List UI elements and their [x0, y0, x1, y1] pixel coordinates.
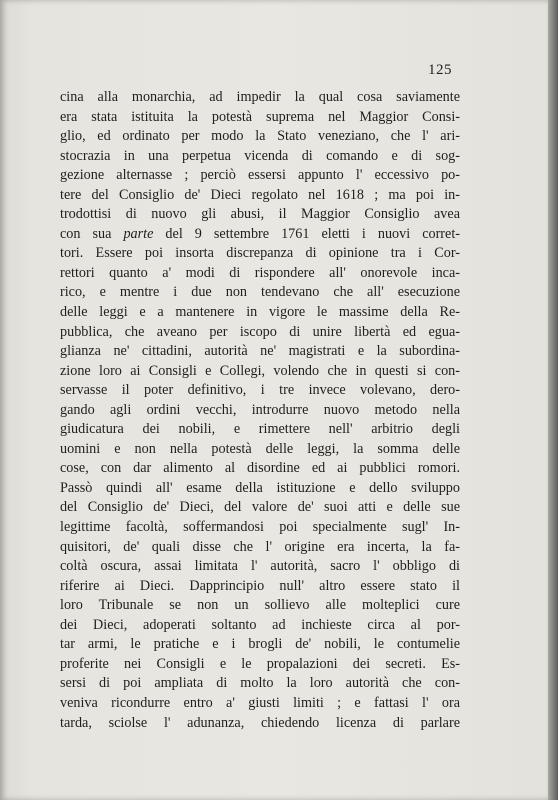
- text-line: tar armi, le pratiche e i brogli de' nobili, le contumelie: [60, 636, 460, 653]
- text-line: pubblica, che aveano per iscopo di unire libertà ed egua-: [60, 323, 460, 340]
- text-line: dei Dieci, adoperati soltanto ad inchieste circa al por-: [60, 616, 460, 633]
- page-number: 125: [428, 62, 452, 78]
- text-line: con sua parte del 9 settembre 1761 eletti i nuovi corret-: [60, 225, 460, 242]
- text-line: proferite nei Consigli e le propalazioni dei secreti. Es-: [60, 655, 460, 672]
- text-line: uomini e non nella potestà delle leggi, la somma delle: [60, 440, 460, 457]
- text-line: glianza ne' cittadini, autorità ne' magistrati e la subordina-: [60, 343, 460, 360]
- text-line: gezione alternasse ; perciò essersi appunto l' eccessivo po-: [60, 167, 460, 184]
- text-line: quisitori, de' quali disse che l' origine era incerta, la fa-: [60, 538, 460, 555]
- text-line: cina alla monarchia, ad impedir la qual cosa saviamente: [60, 89, 460, 105]
- text-line: rico, e mentre i due non tendevano che all' esecuzione: [60, 284, 460, 301]
- text-line: tori. Essere poi insorta discrepanza di opinione tra i Cor-: [60, 245, 460, 262]
- text-line: rettori quanto a' modi di rispondere all' onorevole inca-: [60, 264, 460, 281]
- text-line: loro Tribunale se non un sollievo alle molteplici cure: [60, 597, 460, 614]
- text-line: Passò quindi all' esame della istituzione e dello sviluppo: [60, 479, 460, 496]
- text-line: tere del Consiglio de' Dieci regolato nel 1618 ; ma poi in-: [60, 186, 460, 203]
- text-line: del Consiglio de' Dieci, del valore de' suoi atti e delle sue: [60, 499, 460, 516]
- text-line: legittime facoltà, soffermandosi poi specialmente sugl' In-: [60, 519, 460, 536]
- text-line: cose, con dar alimento al disordine ed ai pubblici romori.: [60, 460, 460, 477]
- text-line: trodottisi di nuovo gli abusi, il Maggior Consiglio avea: [60, 206, 460, 223]
- text-line: servasse il poter definitivo, i tre invece volevano, dero-: [60, 382, 460, 399]
- text-line: stocrazia in una perpetua vicenda di comando e di sog-: [60, 147, 460, 164]
- text-line: tarda, sciolse l' adunanza, chiedendo licenza di parlare: [60, 714, 460, 731]
- text-line: veniva ricondurre entro a' giusti limiti ; e fattasi l' ora: [60, 694, 460, 711]
- text-line: zione loro ai Consigli e Collegi, volendo che in questi si con-: [60, 362, 460, 379]
- text-line: sersi di poi ampliata di molto la loro autorità che con-: [60, 675, 460, 692]
- text-line: delle leggi e a mantenere in vigore le massime della Re-: [60, 304, 460, 321]
- text-line: giudicatura dei nobili, e rimettere nell' arbitrio degli: [60, 421, 460, 438]
- text-line: glio, ed ordinato per modo la Stato veneziano, che l' ari-: [60, 128, 460, 145]
- body-text: [60, 88, 460, 733]
- text-line: era stata istituita la potestà suprema nel Maggior Consi-: [60, 108, 460, 125]
- text-line: riferire ai Dieci. Dapprincipio null' altro essere stato il: [60, 577, 460, 594]
- italic-word: parte: [123, 225, 154, 242]
- page-edge-shadow: [548, 0, 558, 800]
- text-line: gando agli ordini vecchi, introdurre nuovo metodo nella: [60, 401, 460, 418]
- text-line: coltà oscura, assai limitata l' autorità, sacro l' obbligo di: [60, 558, 460, 575]
